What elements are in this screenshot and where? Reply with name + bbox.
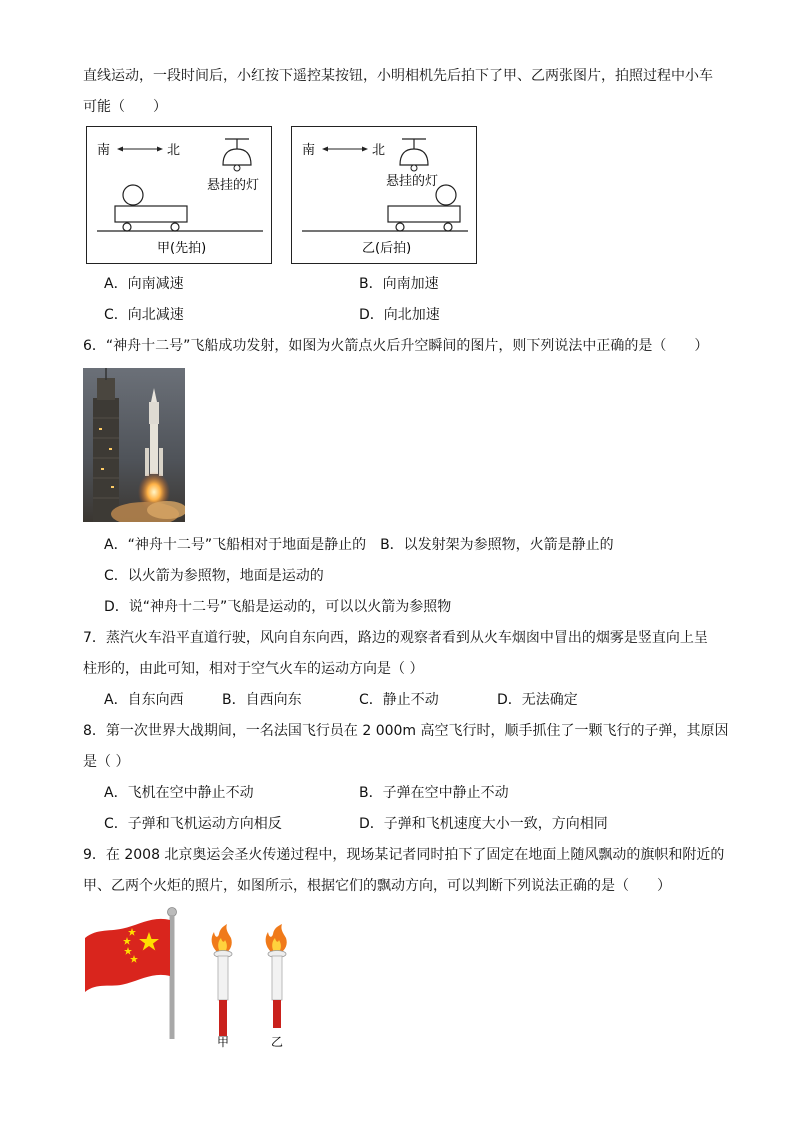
torch-yi [266, 924, 287, 1028]
ball-icon [436, 185, 456, 205]
q9-stem-line1: 9．在 2008 北京奥运会圣火传递过程中，现场某记者同时拍下了固定在地面上随风飘动的旗帜和附近的 [83, 847, 725, 863]
flagpole [170, 915, 175, 1039]
rocket-body [150, 424, 158, 474]
q5-option-d: D．向北加速 [359, 307, 440, 323]
torch-handle-top [272, 956, 282, 1000]
q5-option-b: B．向南加速 [359, 276, 439, 292]
q9-stem-line2: 甲、乙两个火炬的照片，如图所示，根据它们的飘动方向，可以判断下列说法正确的是（ ） [83, 878, 671, 894]
q8-option-a: A．飞机在空中静止不动 [104, 785, 254, 801]
caption-yi: 乙(后拍) [362, 241, 412, 256]
chinese-flag [85, 919, 170, 992]
q8-option-d: D．子弹和飞机速度大小一致，方向相同 [359, 816, 608, 832]
q7-stem-line2: 柱形的，由此可知，相对于空气火车的运动方向是（ ） [83, 661, 424, 677]
torch-jia-label: 甲 [217, 1035, 230, 1049]
q7-option-b: B．自西向东 [222, 692, 302, 708]
q6-option-d: D．说“神舟十二号”飞船是运动的，可以以火箭为参照物 [104, 599, 452, 615]
launch-tower [93, 398, 119, 522]
torch-jia [212, 924, 232, 1036]
torch-handle-red [273, 1000, 281, 1028]
caption-jia: 甲(先拍) [157, 241, 207, 256]
q8-stem-line1: 8．第一次世界大战期间，一名法国飞行员在 2 000m 高空飞行时，顺手抓住了一颗飞行的子弹，其原因 [83, 723, 729, 739]
q7-option-c: C．静止不动 [359, 692, 439, 708]
q8-option-c: C．子弹和飞机运动方向相反 [104, 816, 282, 832]
cart-body [388, 206, 460, 222]
north-label: 北 [372, 143, 386, 158]
arrow-left-head [117, 147, 123, 152]
q5-stem-line2: 可能（ ） [83, 99, 167, 115]
torch-handle-red [219, 1000, 227, 1036]
q8-stem-line2: 是（ ） [83, 754, 130, 770]
q7-option-a: A．自东向西 [104, 692, 184, 708]
lamp-label: 悬挂的灯 [207, 178, 260, 193]
cart-wheel [123, 223, 131, 231]
q6-option-c: C．以火箭为参照物，地面是运动的 [104, 568, 324, 584]
north-label: 北 [167, 143, 181, 158]
q5-figure-yi [291, 126, 477, 264]
q7-option-d: D．无法确定 [497, 692, 578, 708]
rocket-booster [159, 448, 163, 476]
rocket-fairing [149, 402, 159, 424]
torch-yi-label: 乙 [271, 1035, 284, 1049]
cart-wheel [444, 223, 452, 231]
q8-option-b: B．子弹在空中静止不动 [359, 785, 509, 801]
q7-stem-line1: 7．蒸汽火车沿平直道行驶，风向自东向西，路边的观察者看到从火车烟囱中冒出的烟雾是竖直向上呈 [83, 630, 708, 646]
lamp-shade-icon [400, 149, 428, 165]
torch-handle-top [218, 956, 228, 1000]
car-scene-jia [87, 127, 271, 263]
arrow-right-head [157, 147, 163, 152]
q5-option-c: C．向北减速 [104, 307, 184, 323]
car-scene-yi [292, 127, 476, 263]
q5-figure-jia [86, 126, 272, 264]
lamp-bulb [234, 165, 240, 171]
q6-stem: 6．“神舟十二号”飞船成功发射，如图为火箭点火后升空瞬间的图片，则下列说法中正确的是（ ） [83, 338, 709, 354]
q5-stem-line1: 直线运动，一段时间后，小红按下遥控某按钮，小明相机先后拍下了甲、乙两张图片，拍照过程中小车 [83, 68, 713, 84]
lamp-shade-icon [223, 149, 251, 165]
lamp-label: 悬挂的灯 [386, 174, 439, 189]
arrow-left-head [322, 147, 328, 152]
rocket-launch-photo [83, 368, 185, 522]
south-label: 南 [97, 143, 111, 158]
rocket-booster [145, 448, 149, 476]
ball-icon [123, 185, 143, 205]
south-label: 南 [302, 143, 316, 158]
q9-figure [83, 904, 313, 1054]
q6-option-a-b: A．“神舟十二号”飞船相对于地面是静止的 B．以发射架为参照物，火箭是静止的 [104, 537, 614, 553]
flag-and-torches-scene [83, 904, 313, 1054]
cart-wheel [171, 223, 179, 231]
cart-wheel [396, 223, 404, 231]
cart-body [115, 206, 187, 222]
lamp-bulb [411, 165, 417, 171]
q5-option-a: A．向南减速 [104, 276, 184, 292]
rocket-launch-image [83, 368, 185, 522]
arrow-right-head [362, 147, 368, 152]
tower-top [97, 378, 115, 400]
